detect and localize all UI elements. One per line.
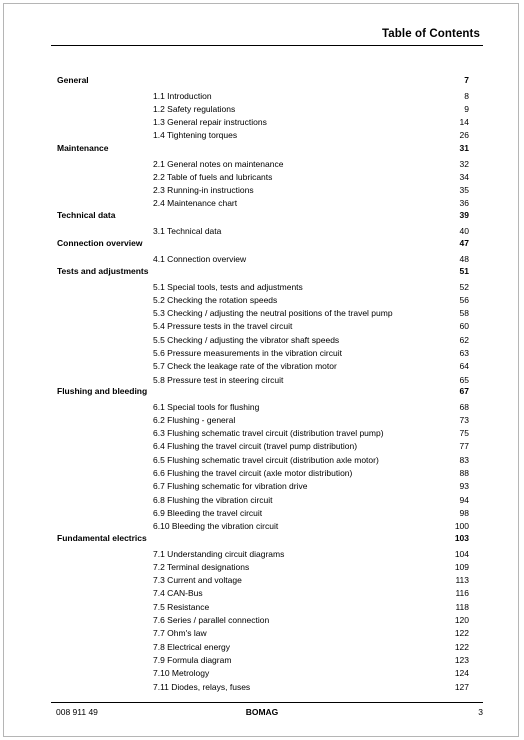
toc-entry-title: 6.5 Flushing schematic travel circuit (distribution axle motor): [153, 454, 379, 465]
toc-page-number: 103: [454, 533, 469, 543]
toc-page-number: 122: [454, 628, 469, 639]
toc-entry-row[interactable]: [0, 654, 524, 666]
toc-entry-row[interactable]: [0, 427, 524, 439]
toc-entry-title: 7.8 Electrical energy: [153, 641, 231, 652]
toc-page-number: 60: [459, 321, 469, 332]
toc-entry-row[interactable]: [0, 103, 524, 115]
toc-entry-title: 1.1 Introduction: [153, 90, 212, 101]
toc-entry-row[interactable]: [0, 667, 524, 679]
toc-entry-row[interactable]: [0, 116, 524, 128]
toc-entry-title: 7.2 Terminal designations: [153, 561, 250, 572]
toc-entry-row[interactable]: [0, 90, 524, 102]
toc-entry-title: 6.1 Special tools for flushing: [153, 401, 260, 412]
toc-entry-title: 6.9 Bleeding the travel circuit: [153, 507, 263, 518]
toc-entry-title: 7.9 Formula diagram: [153, 654, 232, 665]
toc-page-number: 58: [459, 308, 469, 319]
toc-entry-row[interactable]: [0, 414, 524, 426]
toc-entry-row[interactable]: [0, 197, 524, 209]
toc-page-number: 93: [459, 481, 469, 492]
toc-page-number: 83: [459, 454, 469, 465]
toc-entry-row[interactable]: [0, 548, 524, 560]
toc-entry-title: 2.3 Running-in instructions: [153, 185, 254, 196]
toc-entry-title: 7.7 Ohm's law: [153, 628, 207, 639]
toc-page-number: 124: [454, 668, 469, 679]
toc-page-number: 127: [454, 681, 469, 692]
toc-section-title: General: [57, 75, 89, 85]
toc-page-number: 75: [459, 428, 469, 439]
toc-section-row[interactable]: [0, 385, 524, 397]
toc-entry-title: 1.4 Tightening torques: [153, 130, 238, 141]
toc-entry-title: 7.4 CAN-Bus: [153, 588, 203, 599]
toc-entry-title: 5.4 Pressure tests in the travel circuit: [153, 321, 293, 332]
toc-page-number: 104: [454, 548, 469, 559]
footer-rule: [51, 702, 483, 703]
toc-section-row[interactable]: [0, 237, 524, 249]
toc-entry-title: 5.6 Pressure measurements in the vibration circuit: [153, 348, 342, 358]
page-number: 3: [478, 707, 483, 717]
toc-page-number: 63: [459, 348, 469, 358]
toc-entry-row[interactable]: [0, 681, 524, 693]
toc-page-number: 26: [459, 130, 469, 141]
toc-entry-row[interactable]: [0, 347, 524, 359]
toc-page-number: 120: [454, 615, 469, 625]
toc-page-number: 100: [454, 521, 469, 532]
toc-entry-title: 6.7 Flushing schematic for vibration drive: [153, 481, 308, 492]
header-rule: [51, 45, 483, 46]
toc-entry-title: 7.11 Diodes, relays, fuses: [153, 681, 251, 692]
toc-section-row[interactable]: [0, 74, 524, 86]
toc-page-number: 73: [459, 414, 469, 425]
toc-entry-title: 2.4 Maintenance chart: [153, 198, 238, 209]
toc-section-title: Fundamental electrics: [57, 533, 147, 543]
toc-section-title: Connection overview: [57, 238, 143, 248]
toc-page-number: 34: [459, 171, 469, 182]
toc-section-title: Technical data: [57, 210, 116, 220]
toc-entry-row[interactable]: [0, 171, 524, 183]
toc-entry-title: 5.8 Pressure test in steering circuit: [153, 374, 284, 385]
toc-entry-row[interactable]: [0, 440, 524, 452]
toc-entry-row[interactable]: [0, 253, 524, 265]
toc-section-title: Maintenance: [57, 143, 109, 153]
toc-page-number: 65: [459, 374, 469, 385]
toc-entry-row[interactable]: [0, 507, 524, 519]
toc-page-number: 123: [454, 654, 469, 665]
toc-entry-title: 5.1 Special tools, tests and adjustments: [153, 281, 303, 292]
toc-entry-row[interactable]: [0, 520, 524, 532]
toc-section-row[interactable]: [0, 142, 524, 154]
toc-entry-title: 6.3 Flushing schematic travel circuit (distribution travel pump): [153, 428, 384, 439]
toc-entry-row[interactable]: [0, 480, 524, 492]
toc-page-number: 56: [459, 294, 469, 305]
toc-entry-row[interactable]: [0, 360, 524, 372]
toc-entry-title: 7.10 Metrology: [153, 668, 210, 679]
toc-entry-row[interactable]: [0, 129, 524, 141]
toc-entry-row[interactable]: [0, 614, 524, 626]
toc-page-number: 48: [459, 253, 469, 264]
toc-page-number: 52: [459, 281, 469, 292]
toc-entry-row[interactable]: [0, 281, 524, 293]
toc-entry-row[interactable]: [0, 184, 524, 196]
toc-entry-title: 7.5 Resistance: [153, 601, 210, 612]
toc-entry-title: 7.3 Current and voltage: [153, 575, 242, 586]
toc-entry-row[interactable]: [0, 587, 524, 599]
toc-entry-row[interactable]: [0, 467, 524, 479]
toc-entry-row[interactable]: [0, 374, 524, 386]
toc-entry-title: 6.4 Flushing the travel circuit (travel pump distribution): [153, 441, 358, 452]
toc-entry-title: 1.3 General repair instructions: [153, 117, 267, 128]
toc-page-number: 109: [454, 561, 469, 572]
toc-page-number: 88: [459, 468, 469, 478]
toc-page-number: 68: [459, 401, 469, 412]
toc-page-number: 7: [464, 75, 469, 85]
toc-entry-row[interactable]: [0, 320, 524, 332]
toc-page-number: 98: [459, 507, 469, 518]
toc-entry-row[interactable]: [0, 334, 524, 346]
toc-page-number: 9: [464, 103, 469, 114]
toc-entry-row[interactable]: [0, 641, 524, 653]
toc-entry-title: 5.2 Checking the rotation speeds: [153, 294, 278, 305]
toc-section-row[interactable]: [0, 532, 524, 544]
toc-entry-row[interactable]: [0, 401, 524, 413]
toc-entry-title: 6.2 Flushing - general: [153, 414, 236, 425]
toc-page-number: 118: [455, 601, 469, 612]
toc-page-number: 51: [459, 266, 469, 276]
toc-entry-title: 7.1 Understanding circuit diagrams: [153, 548, 285, 559]
toc-entry-row[interactable]: [0, 158, 524, 170]
toc-page-number: 122: [454, 641, 469, 652]
toc-entry-title: 6.10 Bleeding the vibration circuit: [153, 521, 279, 532]
toc-page-number: 77: [459, 441, 469, 452]
toc-page-number: 31: [459, 143, 469, 153]
toc-page-number: 64: [459, 361, 469, 372]
toc-entry-title: 2.2 Table of fuels and lubricants: [153, 171, 273, 182]
toc-entry-title: 6.8 Flushing the vibration circuit: [153, 494, 273, 505]
toc-entry-row[interactable]: [0, 454, 524, 466]
toc-page-number: 116: [455, 588, 469, 599]
toc-entry-title: 4.1 Connection overview: [153, 253, 247, 264]
page-title: Table of Contents: [382, 28, 480, 40]
toc-entry-row[interactable]: [0, 574, 524, 586]
document-number: 008 911 49: [56, 707, 98, 717]
toc-page-number: 67: [459, 386, 469, 396]
toc-page-number: 8: [464, 90, 469, 101]
toc-page-number: 94: [459, 494, 469, 505]
toc-section-title: Flushing and bleeding: [57, 386, 148, 396]
toc-page-number: 40: [459, 225, 469, 236]
toc-page-number: 113: [455, 575, 469, 586]
toc-page-number: 32: [459, 158, 469, 169]
toc-entry-row[interactable]: [0, 307, 524, 319]
toc-entry-title: 5.7 Check the leakage rate of the vibration motor: [153, 361, 337, 372]
toc-entry-title: 6.6 Flushing the travel circuit (axle motor distribution): [153, 468, 353, 478]
toc-entry-row[interactable]: [0, 294, 524, 306]
toc-entry-row[interactable]: [0, 601, 524, 613]
toc-page-number: 62: [459, 334, 469, 345]
toc-entry-row[interactable]: [0, 494, 524, 506]
toc-page-number: 14: [459, 117, 469, 128]
toc-entry-title: 5.3 Checking / adjusting the neutral positions of the travel pump: [153, 308, 393, 319]
toc-section-title: Tests and adjustments: [57, 266, 149, 276]
brand-name: BOMAG: [245, 707, 279, 717]
toc-page-number: 47: [459, 238, 469, 248]
toc-entry-title: 7.6 Series / parallel connection: [153, 615, 270, 625]
toc-page-number: 36: [459, 198, 469, 209]
toc-page-number: 39: [459, 210, 469, 220]
toc-entry-title: 2.1 General notes on maintenance: [153, 158, 284, 169]
toc-entry-row[interactable]: [0, 225, 524, 237]
toc-entry-row[interactable]: [0, 561, 524, 573]
toc-entry-title: 5.5 Checking / adjusting the vibrator shaft speeds: [153, 334, 340, 345]
toc-entry-row[interactable]: [0, 627, 524, 639]
toc-entry-title: 1.2 Safety regulations: [153, 103, 236, 114]
toc-section-row[interactable]: [0, 209, 524, 221]
toc-entry-title: 3.1 Technical data: [153, 225, 222, 236]
toc-section-row[interactable]: [0, 265, 524, 277]
toc-page-number: 35: [459, 185, 469, 196]
